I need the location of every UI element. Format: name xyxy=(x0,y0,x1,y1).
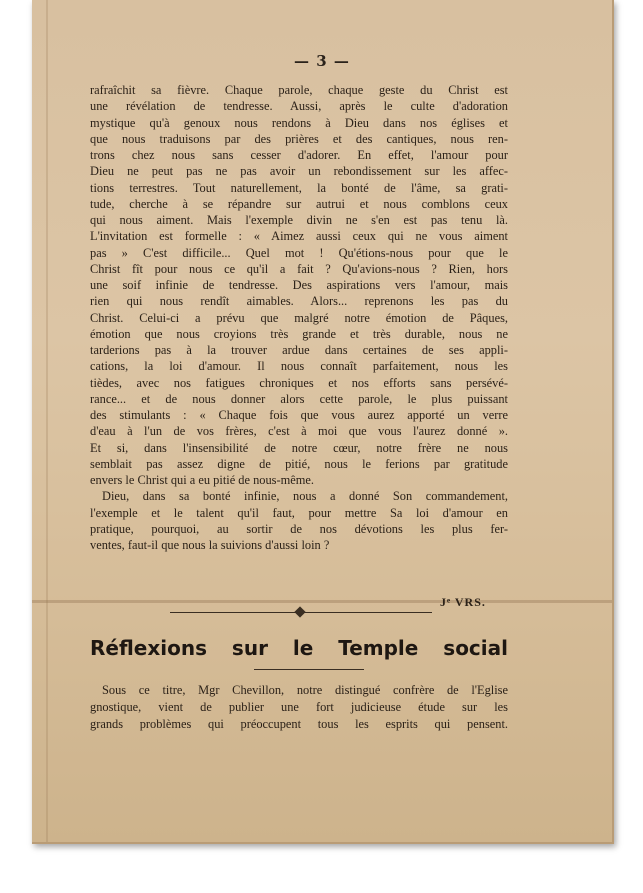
article-line: une révélation de tendresse. Aussi, après le culte d'adoration xyxy=(90,99,508,114)
article-line: mystique qu'à genoux nous rendons à Dieu dans nos églises et xyxy=(90,115,508,130)
article-line: Christ. Celui-ci a prévu que malgré notre émotion de Pâques, xyxy=(90,310,508,325)
closing-line: pratique, pourquoi, au sortir de nos dévotions les plus fer- xyxy=(90,521,508,536)
article-line: cations, la loi d'amour. Il nous connaît parfaitement, nous les xyxy=(90,359,508,374)
article-line: des stimulants : « Chaque fois que vous aurez apporté un verre xyxy=(90,408,508,422)
section-body xyxy=(90,682,508,733)
article-line: Et si, dans l'insensibilité de notre cœur, notre frère ne nous xyxy=(90,440,508,455)
article-line: trons chez nous sans cesser d'adorer. En effet, l'amour pour xyxy=(90,148,508,162)
article-line: une soif infinie de tendresse. Des aspirations vers l'amour, mais xyxy=(90,278,508,292)
article-line: tions terrestres. Tout naturellement, la bonté de l'âme, sa grati- xyxy=(90,180,508,195)
article-line: tarderions pas à la trouver ardue dans certaines de ses appli- xyxy=(90,343,508,357)
closing-line: Dieu, dans sa bonté infinie, nous a donné Son commandement, xyxy=(102,489,508,504)
article-line: semblait pas assez digne de pitié, nous le ferions par gratitude xyxy=(90,456,508,471)
article-line: tude, cherche à se répandre sur autrui et nous comblons ceux xyxy=(90,196,508,211)
closing-line: ventes, faut-il que nous la suivions d'aussi loin ? xyxy=(90,538,330,552)
closing-line: l'exemple et le talent qu'il faut, pour mettre Sa loi d'amour en xyxy=(90,505,508,520)
article-line: rance... et de nous donner alors cette parole, le plus puissant xyxy=(90,391,508,406)
article-line: rafraîchit sa fièvre. Chaque parole, chaque geste du Christ est xyxy=(90,83,508,97)
section-line: grands problèmes qui préoccupent tous les esprits qui pensent. xyxy=(90,717,508,731)
article-line: d'eau à l'un de vos frères, c'est à moi que vous l'aurez donné ». xyxy=(90,424,508,439)
page-number: — 3 — xyxy=(294,52,350,70)
section-line: Sous ce titre, Mgr Chevillon, notre distingué confrère de l'Eglise xyxy=(102,683,508,697)
article-line: pas » C'est difficile... Quel mot ! Qu'étions-nous pour que le xyxy=(90,245,508,260)
section-title: Réflexions sur le Temple social xyxy=(90,636,508,660)
article-line: L'invitation est formelle : « Aimez aussi ceux qui ne vous aiment xyxy=(90,229,508,244)
article-line: Christ fît pour nous ce qu'il a fait ? Qu'avions-nous ? Rien, hors xyxy=(90,261,508,276)
article-line: qui nous aiment. Mais l'exemple divin ne s'en est pas tenu là. xyxy=(90,213,508,227)
article-line: Dieu ne peut pas ne pas avoir un rebondissement sur les affec- xyxy=(90,164,508,179)
section-line: gnostique, vient de publier une fort judicieuse étude sur les xyxy=(90,700,508,714)
signature: Jᵉ VRS. xyxy=(440,595,486,609)
article-line: émotion que nous croyions très grande et très durable, nous ne xyxy=(90,326,508,341)
article-line: que nous traduisons par des prières et des cantiques, nous ren- xyxy=(90,131,508,146)
article-line: tièdes, avec nos fatigues chroniques et nos efforts sans persévé- xyxy=(90,375,508,390)
article-line: rien qui nous rendît aimables. Alors... reprenons les pas du xyxy=(90,294,508,309)
title-underline xyxy=(254,669,364,670)
article-line: envers le Christ qui a eu pitié de nous-même. xyxy=(90,473,315,487)
article-body xyxy=(90,82,508,553)
